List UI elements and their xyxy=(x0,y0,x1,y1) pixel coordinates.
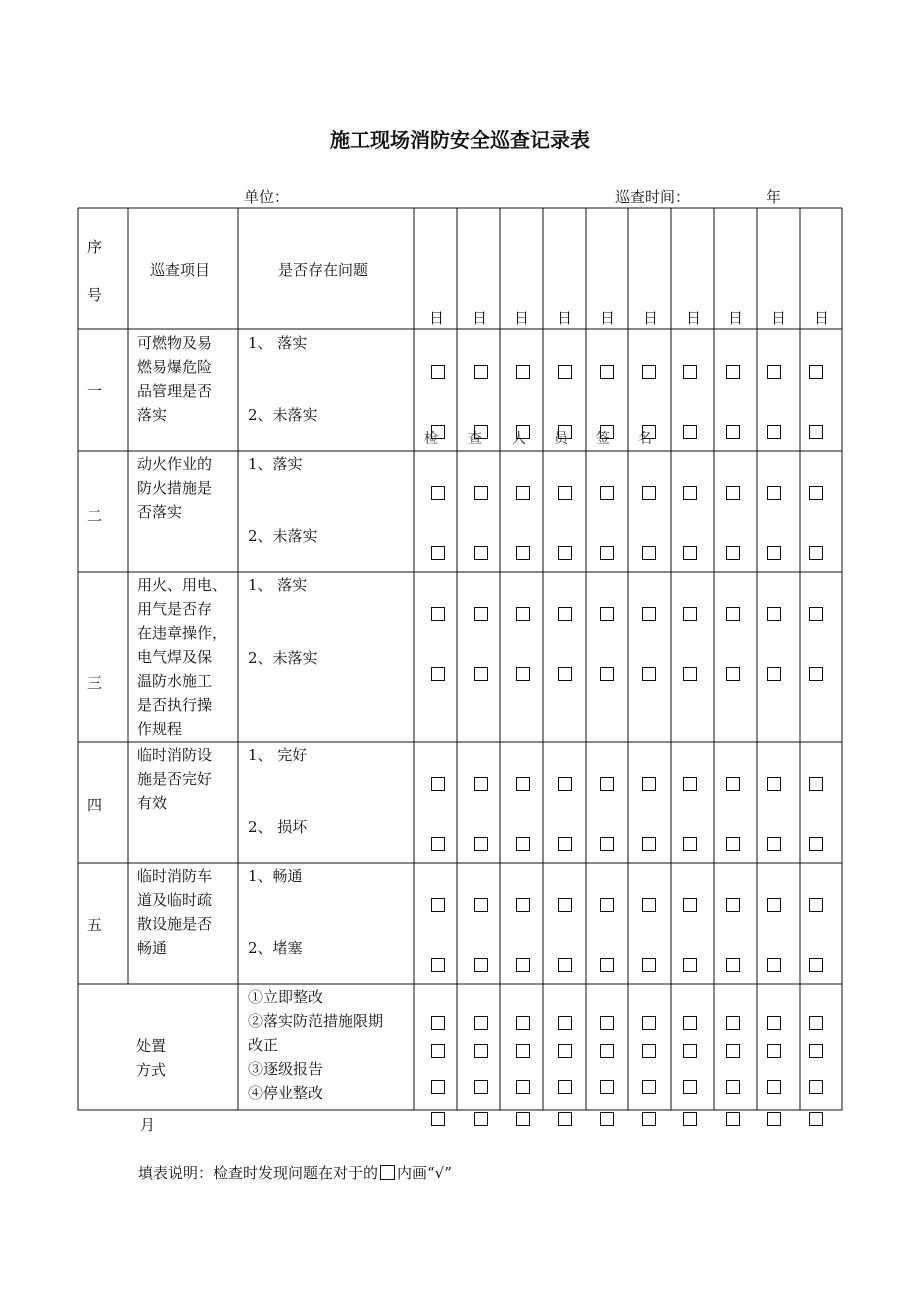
checkbox[interactable] xyxy=(600,898,614,912)
checkbox[interactable] xyxy=(474,667,488,681)
checkbox[interactable] xyxy=(767,546,781,560)
checkbox[interactable] xyxy=(474,1112,488,1126)
day-label: 日 xyxy=(814,309,830,327)
inspection-time-label: 巡查时间： xyxy=(615,188,691,206)
checkbox[interactable] xyxy=(558,898,572,912)
checkbox[interactable] xyxy=(767,837,781,851)
checkbox[interactable] xyxy=(431,425,445,439)
checkbox[interactable] xyxy=(516,1080,530,1094)
checkbox[interactable] xyxy=(600,425,614,439)
checkbox[interactable] xyxy=(600,486,614,500)
row-item: 可燃物及易 燃易爆危险 品管理是否 落实 xyxy=(137,334,213,424)
checkbox[interactable] xyxy=(642,425,656,439)
checkbox[interactable] xyxy=(767,1044,781,1058)
checkbox[interactable] xyxy=(642,365,656,379)
checkbox[interactable] xyxy=(809,546,823,560)
checkbox[interactable] xyxy=(767,777,781,791)
seq-header-2: 号 xyxy=(87,286,103,304)
checkbox[interactable] xyxy=(683,1080,697,1094)
month-label: 月 xyxy=(140,1116,156,1134)
checkbox[interactable] xyxy=(809,1080,823,1094)
checkbox[interactable] xyxy=(474,425,488,439)
row-seq: 三 xyxy=(87,674,103,692)
day-label: 日 xyxy=(429,309,445,327)
checkbox[interactable] xyxy=(600,607,614,621)
row-option-2: 2、未落实 xyxy=(248,649,318,667)
checkbox[interactable] xyxy=(683,365,697,379)
checkbox[interactable] xyxy=(516,1112,530,1126)
checkbox[interactable] xyxy=(516,607,530,621)
inspector-sign-char: 检 xyxy=(424,431,438,447)
checkbox[interactable] xyxy=(642,1112,656,1126)
checkbox[interactable] xyxy=(474,365,488,379)
row-option-2: 2、 损坏 xyxy=(248,818,308,836)
row-seq: 二 xyxy=(87,507,103,525)
checkbox[interactable] xyxy=(558,1016,572,1030)
checkbox[interactable] xyxy=(683,1112,697,1126)
checkbox[interactable] xyxy=(642,1016,656,1030)
checkbox[interactable] xyxy=(642,1044,656,1058)
checkbox[interactable] xyxy=(516,837,530,851)
checkbox[interactable] xyxy=(431,1080,445,1094)
checkbox[interactable] xyxy=(516,365,530,379)
checkbox[interactable] xyxy=(600,1080,614,1094)
page-title: 施工现场消防安全巡查记录表 xyxy=(330,128,590,152)
checkbox[interactable] xyxy=(558,667,572,681)
checkbox[interactable] xyxy=(767,898,781,912)
checkbox[interactable] xyxy=(558,486,572,500)
checkbox[interactable] xyxy=(600,667,614,681)
checkbox[interactable] xyxy=(726,1016,740,1030)
checkbox[interactable] xyxy=(809,486,823,500)
checkbox[interactable] xyxy=(600,1112,614,1126)
row-option-1: 1、 落实 xyxy=(248,576,308,594)
row-item: 用火、用电、 用气是否存 在违章操作， 电气焊及保 温防水施工 是否执行操 作规程 xyxy=(137,576,228,738)
day-label: 日 xyxy=(771,309,787,327)
inspector-sign-char: 员 xyxy=(554,431,568,447)
checkbox[interactable] xyxy=(474,607,488,621)
checkbox[interactable] xyxy=(809,365,823,379)
day-label: 日 xyxy=(472,309,488,327)
row-seq: 四 xyxy=(87,796,103,814)
row-option-1: 1、 落实 xyxy=(248,334,308,352)
checkbox[interactable] xyxy=(516,958,530,972)
checkbox[interactable] xyxy=(474,898,488,912)
inspector-sign-char: 查 xyxy=(468,431,482,447)
disposal-label: 处置 方式 xyxy=(136,1037,167,1079)
checkbox[interactable] xyxy=(767,365,781,379)
checkbox[interactable] xyxy=(516,898,530,912)
seq-header-1: 序 xyxy=(87,238,103,256)
checkbox[interactable] xyxy=(474,837,488,851)
row-option-2: 2、未落实 xyxy=(248,527,318,545)
checkbox[interactable] xyxy=(431,1044,445,1058)
checkbox[interactable] xyxy=(558,777,572,791)
checkbox[interactable] xyxy=(683,425,697,439)
row-option-1: 1、落实 xyxy=(248,455,303,473)
checkbox-sample-icon xyxy=(380,1165,395,1180)
checkbox[interactable] xyxy=(809,958,823,972)
checkbox[interactable] xyxy=(726,486,740,500)
row-item: 临时消防车 道及临时疏 散设施是否 畅通 xyxy=(137,867,213,957)
checkbox[interactable] xyxy=(431,486,445,500)
checkbox[interactable] xyxy=(767,667,781,681)
checkbox[interactable] xyxy=(600,1044,614,1058)
checkbox[interactable] xyxy=(431,667,445,681)
checkbox[interactable] xyxy=(767,1080,781,1094)
checkbox[interactable] xyxy=(431,837,445,851)
checkbox[interactable] xyxy=(431,777,445,791)
checkbox[interactable] xyxy=(558,425,572,439)
checkbox[interactable] xyxy=(516,667,530,681)
row-option-1: 1、畅通 xyxy=(248,867,303,885)
checkbox[interactable] xyxy=(474,958,488,972)
row-item: 动火作业的 防火措施是 否落实 xyxy=(137,455,213,521)
row-option-2: 2、堵塞 xyxy=(248,939,303,957)
footer-note: 填表说明：检查时发现问题在对于的 内画“√” xyxy=(138,1164,452,1182)
checkbox[interactable] xyxy=(809,1044,823,1058)
checkbox[interactable] xyxy=(683,667,697,681)
checkbox[interactable] xyxy=(683,1044,697,1058)
checkbox[interactable] xyxy=(726,837,740,851)
checkbox[interactable] xyxy=(600,546,614,560)
disposal-options: ①立即整改 ②落实防范措施限期 改正 ③逐级报告 ④停业整改 xyxy=(248,988,384,1102)
checkbox[interactable] xyxy=(474,486,488,500)
day-label: 日 xyxy=(728,309,744,327)
checkbox[interactable] xyxy=(516,777,530,791)
checkbox[interactable] xyxy=(600,958,614,972)
unit-label: 单位： xyxy=(244,188,290,206)
row-option-2: 2、未落实 xyxy=(248,406,318,424)
checkbox[interactable] xyxy=(683,958,697,972)
checkbox[interactable] xyxy=(558,1112,572,1126)
checkbox[interactable] xyxy=(642,1080,656,1094)
checkbox[interactable] xyxy=(726,546,740,560)
checkbox[interactable] xyxy=(516,486,530,500)
day-label: 日 xyxy=(557,309,573,327)
checkbox[interactable] xyxy=(431,1112,445,1126)
checkbox[interactable] xyxy=(767,486,781,500)
checkbox[interactable] xyxy=(600,365,614,379)
checkbox[interactable] xyxy=(474,777,488,791)
checkbox[interactable] xyxy=(809,898,823,912)
checkbox[interactable] xyxy=(767,958,781,972)
checkbox[interactable] xyxy=(600,1016,614,1030)
checkbox[interactable] xyxy=(558,1044,572,1058)
checkbox[interactable] xyxy=(558,546,572,560)
checkbox[interactable] xyxy=(767,425,781,439)
checkbox[interactable] xyxy=(431,898,445,912)
checkbox[interactable] xyxy=(474,1080,488,1094)
checkbox[interactable] xyxy=(767,1112,781,1126)
checkbox[interactable] xyxy=(809,607,823,621)
checkbox[interactable] xyxy=(767,607,781,621)
row-seq: 一 xyxy=(87,382,103,400)
checkbox[interactable] xyxy=(431,365,445,379)
year-label: 年 xyxy=(766,188,782,206)
inspector-sign-char: 名 xyxy=(638,431,652,447)
item-header: 巡查项目 xyxy=(150,261,211,279)
checkbox[interactable] xyxy=(683,486,697,500)
checkbox[interactable] xyxy=(726,607,740,621)
checkbox[interactable] xyxy=(474,1016,488,1030)
checkbox[interactable] xyxy=(726,777,740,791)
row-item: 临时消防设 施是否完好 有效 xyxy=(137,746,213,812)
checkbox[interactable] xyxy=(726,1112,740,1126)
checkbox[interactable] xyxy=(600,777,614,791)
checkbox[interactable] xyxy=(726,667,740,681)
checkbox[interactable] xyxy=(809,1112,823,1126)
checkbox[interactable] xyxy=(642,607,656,621)
checkbox[interactable] xyxy=(474,1044,488,1058)
day-label: 日 xyxy=(514,309,530,327)
checkbox[interactable] xyxy=(431,958,445,972)
checkbox[interactable] xyxy=(431,546,445,560)
checkbox[interactable] xyxy=(809,425,823,439)
checkbox[interactable] xyxy=(726,1044,740,1058)
checkbox[interactable] xyxy=(600,837,614,851)
checkbox[interactable] xyxy=(642,898,656,912)
inspector-sign-char: 签 xyxy=(596,431,610,447)
checkbox[interactable] xyxy=(516,1044,530,1058)
day-label: 日 xyxy=(686,309,702,327)
checkbox[interactable] xyxy=(726,898,740,912)
checkbox[interactable] xyxy=(683,837,697,851)
checkbox[interactable] xyxy=(809,837,823,851)
checkbox[interactable] xyxy=(809,1016,823,1030)
checkbox[interactable] xyxy=(558,607,572,621)
checkbox[interactable] xyxy=(431,1016,445,1030)
checkbox[interactable] xyxy=(642,837,656,851)
issue-header: 是否存在问题 xyxy=(278,261,369,279)
day-label: 日 xyxy=(600,309,616,327)
checkbox[interactable] xyxy=(726,958,740,972)
checkbox[interactable] xyxy=(558,365,572,379)
checkbox[interactable] xyxy=(558,837,572,851)
checkbox[interactable] xyxy=(683,607,697,621)
checkbox[interactable] xyxy=(642,546,656,560)
checkbox[interactable] xyxy=(642,777,656,791)
row-seq: 五 xyxy=(87,916,103,934)
day-label: 日 xyxy=(643,309,659,327)
checkbox[interactable] xyxy=(683,898,697,912)
checkbox[interactable] xyxy=(474,546,488,560)
checkbox[interactable] xyxy=(516,425,530,439)
checkbox[interactable] xyxy=(683,777,697,791)
checkbox[interactable] xyxy=(683,1016,697,1030)
checkbox[interactable] xyxy=(642,486,656,500)
checkbox[interactable] xyxy=(809,777,823,791)
checkbox[interactable] xyxy=(683,546,697,560)
checkbox[interactable] xyxy=(726,1080,740,1094)
checkbox[interactable] xyxy=(516,1016,530,1030)
checkbox[interactable] xyxy=(726,365,740,379)
row-option-1: 1、 完好 xyxy=(248,746,308,764)
checkbox[interactable] xyxy=(809,667,823,681)
inspector-sign-char: 人 xyxy=(512,431,526,447)
checkbox[interactable] xyxy=(642,667,656,681)
checkbox[interactable] xyxy=(767,1016,781,1030)
checkbox[interactable] xyxy=(726,425,740,439)
checkbox[interactable] xyxy=(558,958,572,972)
checkbox[interactable] xyxy=(431,607,445,621)
checkbox[interactable] xyxy=(516,546,530,560)
checkbox[interactable] xyxy=(558,1080,572,1094)
checkbox[interactable] xyxy=(642,958,656,972)
